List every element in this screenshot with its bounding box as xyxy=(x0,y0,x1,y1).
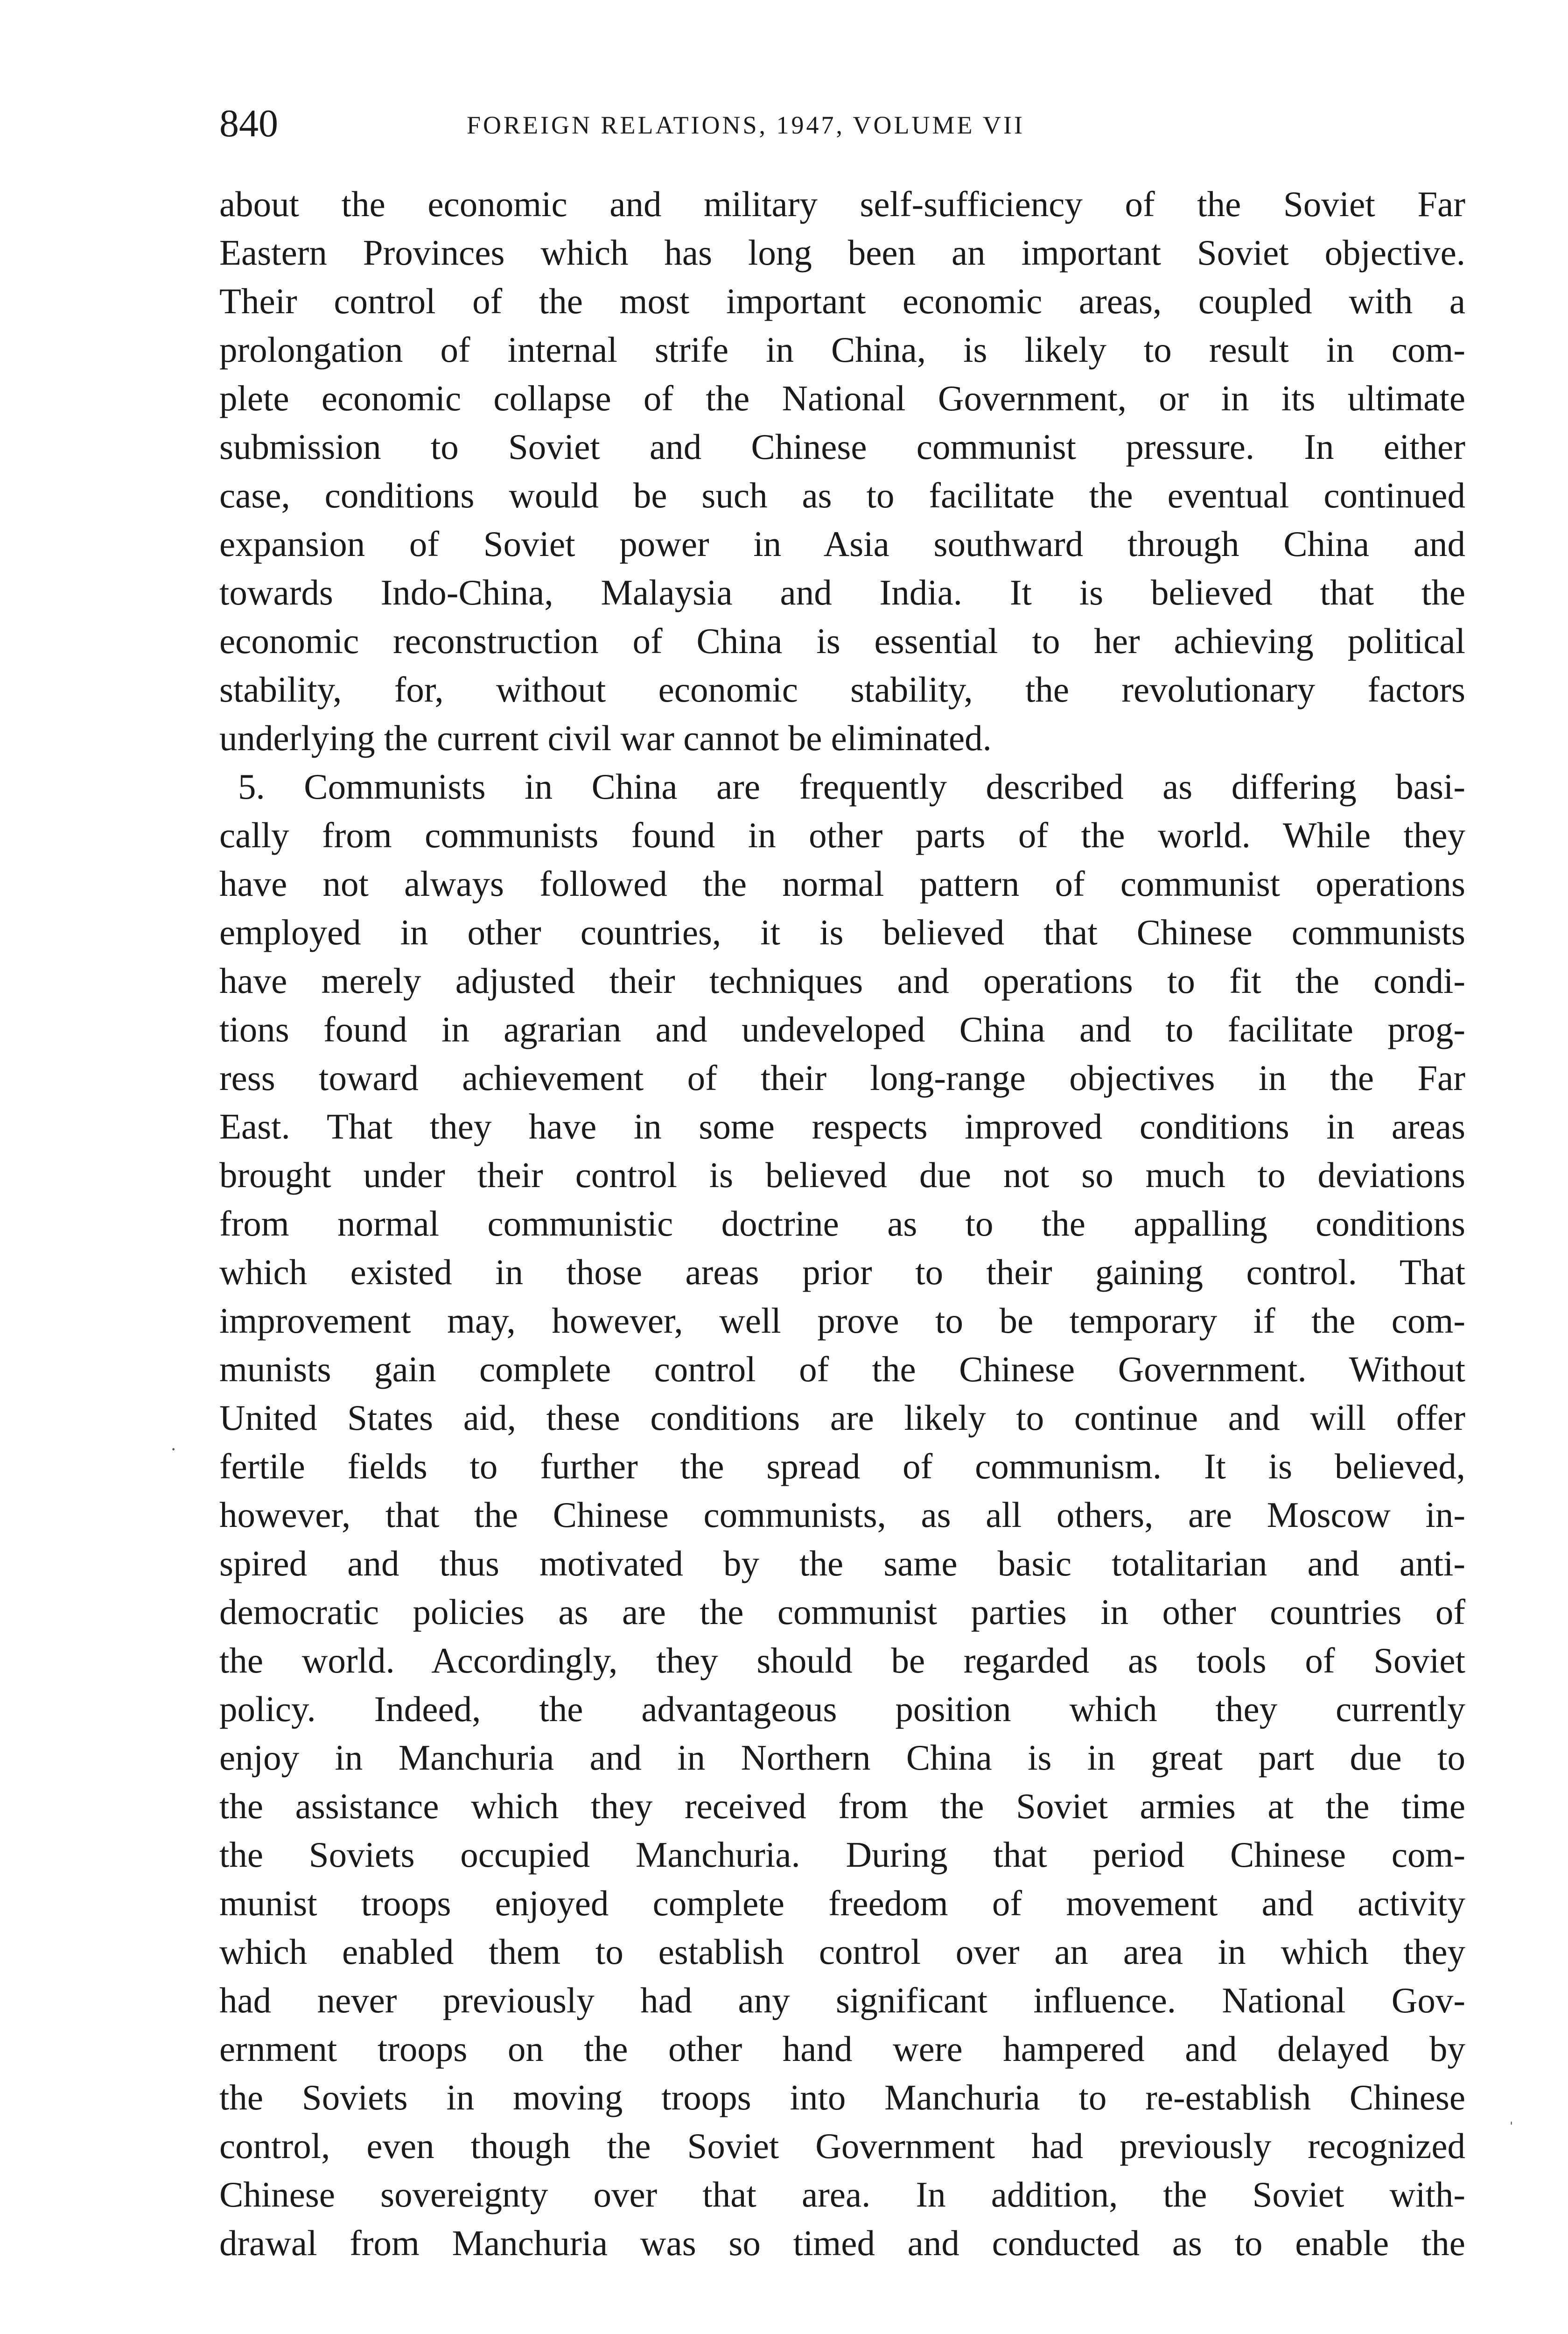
text-line: however, that the Chinese communists, as all others, are Moscow in- xyxy=(219,1495,1465,1535)
text-line: Chinese sovereignty over that area. In addition, the Soviet with- xyxy=(219,2174,1465,2214)
margin-tick-mark: ˌ xyxy=(1508,2104,1515,2125)
running-title: FOREIGN RELATIONS, 1947, VOLUME VII xyxy=(467,111,1025,139)
text-line: plete economic collapse of the National Government, or in its ultimate xyxy=(219,378,1465,418)
text-line: prolongation of internal strife in China, is likely to result in com- xyxy=(219,330,1465,370)
text-line: submission to Soviet and Chinese communist pressure. In either xyxy=(219,427,1465,467)
text-line: drawal from Manchuria was so timed and conducted as to enable the xyxy=(219,2223,1465,2263)
text-line: tions found in agrarian and undeveloped China and to facilitate prog- xyxy=(219,1009,1465,1049)
text-line: cally from communists found in other parts of the world. While they xyxy=(219,815,1465,855)
text-line: expansion of Soviet power in Asia southward through China and xyxy=(219,524,1465,564)
text-line: which enabled them to establish control over an area in which they xyxy=(219,1932,1465,1972)
text-line: spired and thus motivated by the same basic totalitarian and anti- xyxy=(219,1543,1465,1583)
text-line: policy. Indeed, the advantageous position which they currently xyxy=(219,1689,1465,1729)
text-line: underlying the current civil war cannot be eliminated. xyxy=(219,718,992,758)
text-line: have merely adjusted their techniques and operations to fit the condi- xyxy=(219,961,1465,1001)
text-line: improvement may, however, well prove to be temporary if the com- xyxy=(219,1301,1465,1341)
text-line: the Soviets in moving troops into Manchuria to re-establish Chinese xyxy=(219,2077,1465,2117)
text-line: Eastern Provinces which has long been an important Soviet objective. xyxy=(219,232,1465,273)
text-line: employed in other countries, it is believed that Chinese communists xyxy=(219,912,1465,952)
text-line: United States aid, these conditions are likely to continue and will offer xyxy=(219,1398,1465,1438)
text-line: democratic policies as are the communist parties in other countries of xyxy=(219,1592,1465,1632)
running-head xyxy=(219,96,1465,152)
text-line: the assistance which they received from the Soviet armies at the time xyxy=(219,1786,1465,1826)
text-line: ernment troops on the other hand were hampered and delayed by xyxy=(219,2029,1465,2069)
text-line: have not always followed the normal pattern of communist operations xyxy=(219,864,1465,904)
text-line: the Soviets occupied Manchuria. During that period Chinese com- xyxy=(219,1835,1465,1875)
text-line: munists gain complete control of the Chinese Government. Without xyxy=(219,1349,1465,1389)
text-line: stability, for, without economic stability, the revolutionary factors xyxy=(219,669,1465,710)
text-line: the world. Accordingly, they should be regarded as tools of Soviet xyxy=(219,1640,1465,1680)
text-line: enjoy in Manchuria and in Northern China is in great part due to xyxy=(219,1737,1465,1778)
text-line: brought under their control is believed due not so much to deviations xyxy=(219,1155,1465,1195)
text-line: East. That they have in some respects improved conditions in areas xyxy=(219,1106,1465,1146)
text-line: Their control of the most important economic areas, coupled with a xyxy=(219,281,1465,321)
page-number: 840 xyxy=(219,102,278,145)
text-line: control, even though the Soviet Government had previously recognized xyxy=(219,2126,1465,2166)
text-line: towards Indo-China, Malaysia and India. It is believed that the xyxy=(219,572,1465,612)
text-line: from normal communistic doctrine as to the appalling conditions xyxy=(219,1203,1465,1244)
text-line: about the economic and military self-sufficiency of the Soviet Far xyxy=(219,184,1465,224)
text-line: 5. Communists in China are frequently described as differing basi- xyxy=(238,766,1465,807)
margin-dot-mark: · xyxy=(170,1439,177,1460)
text-line: economic reconstruction of China is essential to her achieving political xyxy=(219,621,1465,661)
text-line: munist troops enjoyed complete freedom of movement and activity xyxy=(219,1883,1465,1923)
text-line: had never previously had any significant influence. National Gov- xyxy=(219,1980,1465,2020)
text-line: which existed in those areas prior to their gaining control. That xyxy=(219,1252,1465,1292)
text-line: fertile fields to further the spread of communism. It is believed, xyxy=(219,1446,1465,1486)
text-line: case, conditions would be such as to facilitate the eventual continued xyxy=(219,475,1465,515)
text-line: ress toward achievement of their long-range objectives in the Far xyxy=(219,1058,1465,1098)
body-text xyxy=(219,180,1465,2267)
